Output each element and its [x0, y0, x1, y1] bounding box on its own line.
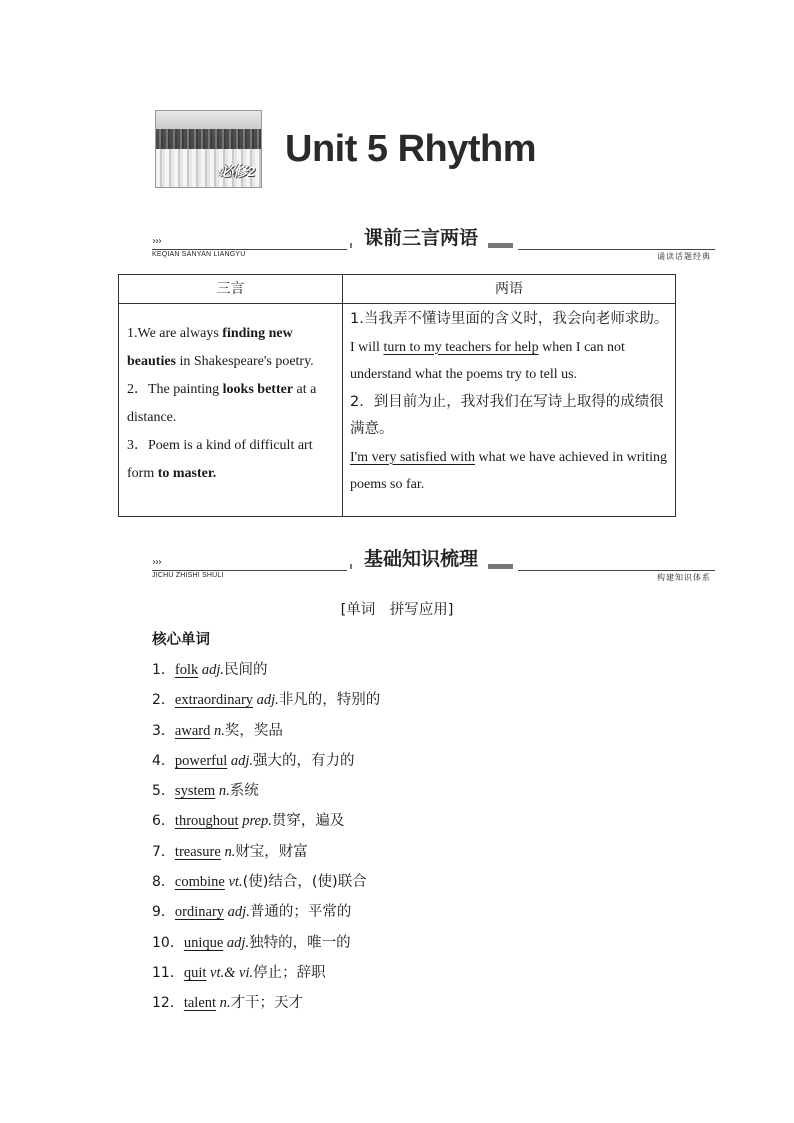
vocab-number: 10．	[152, 934, 184, 951]
vocab-part-of-speech: adj.	[227, 904, 250, 921]
divider	[518, 249, 715, 250]
vocab-word: powerful	[174, 752, 228, 769]
section-arrows-icon: ›››	[152, 557, 161, 568]
table-row	[119, 304, 676, 517]
vocab-number: 2．	[152, 692, 175, 709]
unit-banner-image	[155, 110, 262, 188]
vocab-meaning: 系统	[229, 783, 259, 800]
vocab-meaning: 贯穿，遍及	[271, 813, 345, 830]
vocab-number: 4．	[152, 752, 175, 769]
sentence-text: in Shakespeare's poetry.	[176, 354, 314, 369]
vocab-number: 7．	[152, 843, 175, 860]
vocab-part-of-speech: n.	[219, 995, 231, 1012]
vocab-meaning: 民间的	[224, 662, 268, 678]
vocab-word: ordinary	[174, 904, 225, 921]
divider	[518, 570, 715, 571]
sentence-text: 2．The painting	[127, 382, 223, 397]
vocab-item	[152, 806, 380, 836]
vocab-word: talent	[183, 995, 217, 1012]
sentence-item	[127, 432, 336, 488]
translation-prompt: 2．到目前为止，我对我们在写诗上取得的成绩很满意。	[350, 393, 664, 437]
vocab-part-of-speech: n.	[218, 783, 230, 800]
vocab-item	[152, 837, 380, 867]
section-header-prelesson	[152, 227, 715, 261]
section-pinyin: JICHU ZHISHI SHULI	[152, 572, 224, 579]
vocab-word: throughout	[174, 813, 239, 830]
answer-text: when I can not understand what the poems try to tell us.	[350, 339, 625, 382]
unit-title: Unit 5 Rhythm	[285, 128, 537, 170]
vocab-part-of-speech: vt.& vi.	[210, 964, 254, 981]
vocab-meaning: 才干；天才	[230, 995, 304, 1012]
vocab-part-of-speech: n.	[213, 722, 225, 739]
section-tag: 诵读话题经典	[657, 252, 711, 261]
vocab-meaning: 独特的，唯一的	[249, 934, 351, 951]
translation-answer	[350, 444, 669, 499]
vocab-part-of-speech: adj.	[201, 662, 225, 678]
vocab-number: 9．	[152, 904, 175, 921]
vocab-number: 6．	[152, 813, 175, 830]
vocab-meaning: 强大的，有力的	[253, 752, 355, 769]
vocab-part-of-speech: adj.	[226, 934, 250, 951]
vocab-meaning: 停止；辞职	[253, 964, 326, 981]
vocab-part-of-speech: n.	[224, 843, 236, 860]
vocab-item	[152, 776, 380, 806]
translation-answer	[350, 334, 669, 389]
answer-text: what we have achieved in writing poems so far.	[350, 449, 668, 492]
divider	[152, 249, 347, 250]
vocab-word: treasure	[174, 843, 221, 860]
answer-blank: I'm very satisfied with	[350, 449, 475, 465]
translation-prompt: 1.当我弄不懂诗里面的含义时，我会向老师求助。	[350, 311, 669, 327]
vocab-meaning: (使)结合，(使)联合	[242, 874, 367, 891]
sentence-text: 3．Poem is a kind of difficult art form	[127, 438, 313, 481]
phrase-table	[118, 274, 676, 517]
vocab-item	[152, 685, 380, 715]
sanyan-cell	[119, 304, 343, 517]
vocab-meaning: 普通的；平常的	[249, 904, 352, 921]
vocab-number: 8．	[152, 874, 175, 891]
answer-text: I will	[350, 339, 384, 355]
vocab-part-of-speech: adj.	[256, 692, 279, 709]
section-header-basics	[152, 548, 715, 582]
vocab-list	[152, 655, 380, 1019]
vocab-item	[152, 655, 380, 685]
divider	[152, 570, 347, 571]
vocab-word: unique	[183, 934, 224, 951]
vocab-word: award	[174, 722, 211, 739]
vocab-word: extraordinary	[174, 692, 254, 709]
sentence-text: at a distance.	[127, 382, 317, 425]
vocab-item	[152, 928, 380, 958]
vocab-item	[152, 897, 380, 927]
vocab-part-of-speech: prep.	[242, 813, 272, 830]
vocab-number: 3．	[152, 722, 175, 739]
banner-trees	[156, 129, 261, 151]
vocab-word: folk	[174, 662, 199, 678]
section-heading: 基础知识梳理	[352, 547, 488, 571]
table-header-row	[119, 275, 676, 304]
key-phrase: finding new beauties	[127, 326, 293, 369]
sentence-item	[127, 320, 336, 376]
vocab-word: quit	[183, 964, 207, 981]
sentence-text: 1.We are always	[127, 326, 223, 341]
sentence-item	[127, 376, 336, 432]
column-header-liangyu: 两语	[343, 275, 676, 304]
key-phrase: looks better	[222, 382, 294, 397]
vocab-item	[152, 867, 380, 897]
vocab-part-of-speech: adj.	[230, 752, 254, 769]
section-tag: 构建知识体系	[657, 573, 711, 582]
vocab-item	[152, 958, 380, 988]
vocab-item	[152, 716, 380, 746]
section-pinyin: KEQIAN SANYAN LIANGYU	[152, 251, 246, 258]
vocab-part-of-speech: vt.	[228, 874, 243, 891]
liangyu-cell	[343, 304, 676, 517]
vocab-meaning: 非凡的，特别的	[278, 692, 381, 709]
vocab-item	[152, 746, 380, 776]
section-arrows-icon: ›››	[152, 236, 161, 247]
vocab-number: 11．	[152, 964, 184, 981]
vocab-number: 1．	[152, 662, 175, 678]
vocab-word: combine	[174, 874, 225, 891]
vocab-number: 12．	[152, 995, 184, 1012]
banner-tag: 必修2	[219, 163, 255, 179]
column-header-sanyan: 三言	[119, 275, 343, 304]
vocab-subheading: [单词 拼写应用]	[340, 602, 454, 618]
vocab-word: system	[174, 783, 216, 800]
vocab-title: 核心单词	[152, 632, 210, 648]
vocab-number: 5．	[152, 783, 175, 800]
section-heading: 课前三言两语	[352, 226, 488, 250]
vocab-meaning: 财宝，财富	[235, 843, 308, 860]
vocab-item	[152, 988, 380, 1018]
key-phrase: to master.	[157, 466, 217, 481]
vocab-meaning: 奖，奖品	[224, 722, 283, 739]
answer-blank: turn to my teachers for help	[383, 339, 539, 355]
